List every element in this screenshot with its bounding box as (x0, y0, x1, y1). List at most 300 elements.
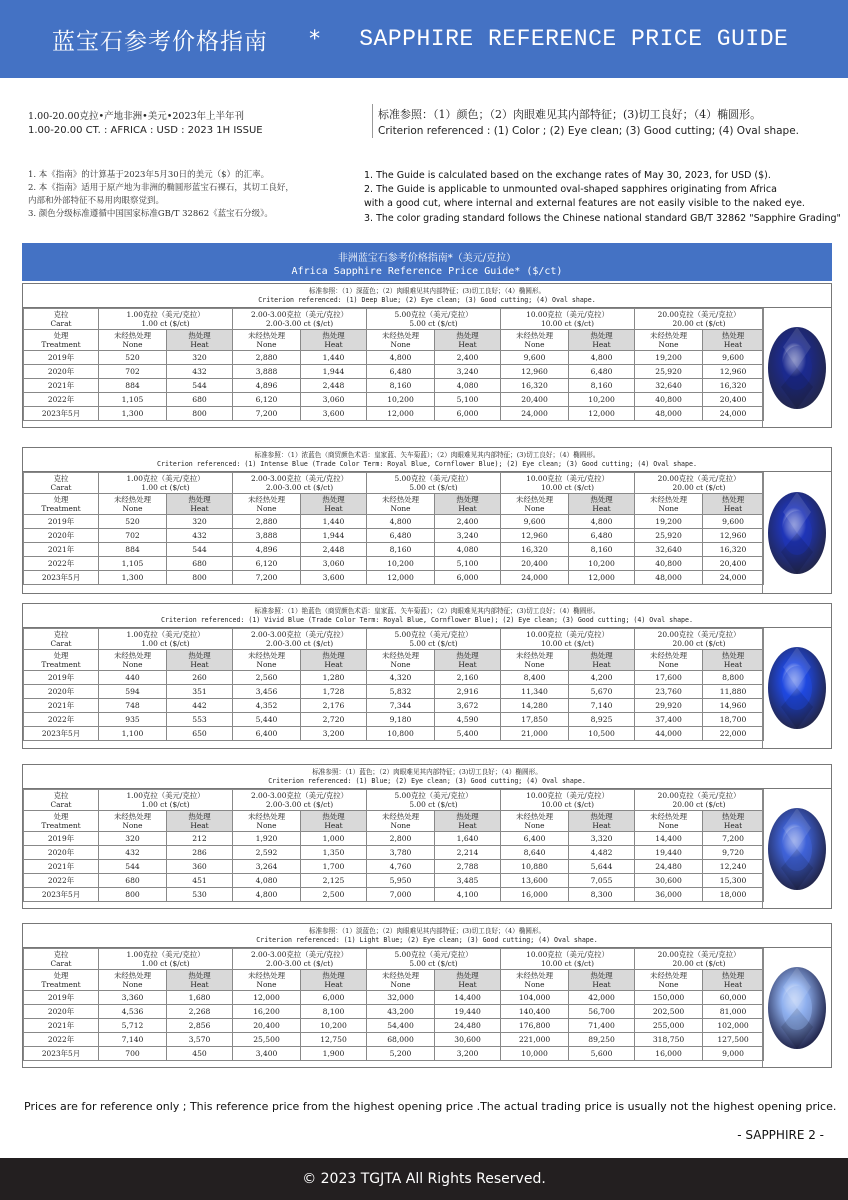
treatment-heat (301, 330, 367, 351)
carat-range (233, 473, 367, 494)
treatment-label-text: 处理 (53, 331, 69, 340)
price-cell: 11,880 (703, 685, 764, 699)
carat-range-text: 10.00克拉（美元/克拉） (526, 474, 609, 483)
table-row (24, 557, 764, 571)
treatment-label-text: 处理 (53, 971, 69, 980)
treatment-label-text: 处理 (53, 812, 69, 821)
price-cell: 5,200 (367, 1047, 435, 1061)
treatment-heat (301, 494, 367, 515)
carat-range-text: 1.00克拉（美元/克拉） (126, 950, 205, 959)
price-cell: 3,888 (233, 529, 301, 543)
price-cell: 8,160 (367, 379, 435, 393)
carat-range-text: 2.00-3.00克拉（美元/克拉） (251, 474, 349, 483)
table-row (24, 1033, 764, 1047)
price-cell: 32,640 (635, 379, 703, 393)
price-cell: 3,600 (301, 571, 367, 585)
treatment-none (367, 650, 435, 671)
treatment-none-text: 未经热处理 (114, 651, 151, 660)
carat-range (501, 949, 635, 970)
price-cell: 4,800 (569, 515, 635, 529)
sapphire-gem-image (762, 472, 831, 593)
price-cell: 24,000 (703, 571, 764, 585)
treatment-label (24, 650, 99, 671)
price-cell: 5,950 (367, 874, 435, 888)
price-cell: 12,000 (569, 407, 635, 421)
block-criteria (23, 765, 831, 789)
treatment-none-text: 未经热处理 (650, 331, 688, 340)
treatment-none-text: 未经热处理 (382, 812, 419, 821)
treatment-none-text: 未经热处理 (516, 651, 554, 660)
price-table (23, 948, 764, 1061)
price-cell: 24,480 (635, 860, 703, 874)
price-cell: 3,240 (435, 365, 501, 379)
year-cell: 2019年 (24, 515, 99, 529)
price-cell: 5,100 (435, 557, 501, 571)
price-cell: 8,100 (301, 1005, 367, 1019)
price-table (23, 628, 764, 741)
treatment-label-text: 处理 (53, 651, 69, 660)
price-cell: 442 (167, 699, 233, 713)
carat-range-text: 10.00 ct ($/ct) (541, 639, 595, 648)
carat-range (501, 629, 635, 650)
treatment-none-text: None (122, 980, 143, 989)
treatment-none (233, 330, 301, 351)
treatment-none-text: None (256, 504, 277, 513)
treatment-none (367, 811, 435, 832)
treatment-none-text: None (390, 980, 411, 989)
treatment-none-text: 未经热处理 (382, 651, 419, 660)
carat-range-text: 5.00 ct ($/ct) (409, 959, 458, 968)
price-cell: 16,320 (501, 543, 569, 557)
price-cell: 54,400 (367, 1019, 435, 1033)
treatment-none-text: 未经热处理 (248, 651, 285, 660)
price-cell: 2,448 (301, 379, 367, 393)
treatment-heat-text: 热处理 (188, 971, 211, 980)
treatment-label (24, 811, 99, 832)
price-cell: 4,320 (367, 671, 435, 685)
price-cell: 530 (167, 888, 233, 902)
price-cell: 1,900 (301, 1047, 367, 1061)
treatment-heat (167, 811, 233, 832)
price-cell: 9,600 (501, 351, 569, 365)
price-cell: 9,180 (367, 713, 435, 727)
year-cell: 2019年 (24, 671, 99, 685)
treatment-label (24, 330, 99, 351)
price-cell: 748 (99, 699, 167, 713)
price-cell: 4,482 (569, 846, 635, 860)
carat-range-text: 10.00克拉（美元/克拉） (526, 630, 609, 639)
carat-range-text: 5.00克拉（美元/克拉） (394, 474, 473, 483)
price-cell: 680 (167, 557, 233, 571)
treatment-none-text: 未经热处理 (248, 331, 285, 340)
page-number: - SAPPHIRE 2 - (737, 1128, 824, 1142)
year-cell: 2021年 (24, 379, 99, 393)
price-cell: 544 (99, 860, 167, 874)
carat-range-text: 1.00克拉（美元/克拉） (126, 791, 205, 800)
price-cell: 2,125 (301, 874, 367, 888)
treatment-heat-text: Heat (190, 660, 209, 669)
treatment-none (233, 970, 301, 991)
price-cell: 544 (167, 379, 233, 393)
treatment-none-text: 未经热处理 (650, 812, 688, 821)
year-cell: 2021年 (24, 1019, 99, 1033)
price-cell: 81,000 (703, 1005, 764, 1019)
price-cell: 36,000 (635, 888, 703, 902)
carat-range-text: 1.00 ct ($/ct) (141, 483, 190, 492)
carat-range-text: 5.00克拉（美元/克拉） (394, 630, 473, 639)
price-cell: 18,700 (703, 713, 764, 727)
carat-range-text: 5.00克拉（美元/克拉） (394, 950, 473, 959)
carat-range-text: 10.00 ct ($/ct) (541, 483, 595, 492)
block-criteria (23, 448, 831, 472)
treatment-none (99, 330, 167, 351)
price-cell: 8,160 (569, 379, 635, 393)
treatment-none-text: None (390, 821, 411, 830)
treatment-heat-text: Heat (723, 660, 743, 669)
price-cell: 286 (167, 846, 233, 860)
year-cell: 2021年 (24, 699, 99, 713)
divider (372, 104, 373, 138)
treatment-none (635, 650, 703, 671)
price-cell: 14,400 (635, 832, 703, 846)
year-cell: 2022年 (24, 1033, 99, 1047)
treatment-none (233, 650, 301, 671)
price-cell: 1,700 (301, 860, 367, 874)
title-separator: * (308, 26, 322, 52)
table-row (24, 991, 764, 1005)
price-cell: 24,000 (703, 407, 764, 421)
treatment-none-text: None (256, 660, 277, 669)
table-row (24, 888, 764, 902)
carat-range (99, 309, 233, 330)
year-cell: 2022年 (24, 713, 99, 727)
price-cell: 7,140 (569, 699, 635, 713)
carat-range (233, 790, 367, 811)
treatment-heat-text: 热处理 (322, 495, 345, 504)
year-cell: 2023年5月 (24, 407, 99, 421)
block-criteria-cn: 标准参照：（1）淡蓝色；（2）肉眼难见其内部特征；(3)切工良好；（4）椭圆形。 (308, 927, 546, 935)
treatment-none-text: None (256, 340, 277, 349)
carat-range (635, 309, 764, 330)
carat-range-text: 10.00 ct ($/ct) (541, 800, 595, 809)
price-cell: 2,268 (167, 1005, 233, 1019)
price-cell: 1,350 (301, 846, 367, 860)
price-cell: 1,944 (301, 529, 367, 543)
table-row (24, 1019, 764, 1033)
price-cell: 20,400 (233, 1019, 301, 1033)
price-cell: 24,000 (501, 407, 569, 421)
treatment-none-text: 未经热处理 (516, 331, 554, 340)
price-cell: 20,400 (703, 557, 764, 571)
price-cell: 432 (99, 846, 167, 860)
price-cell: 4,100 (435, 888, 501, 902)
price-cell: 30,600 (635, 874, 703, 888)
price-cell: 5,600 (569, 1047, 635, 1061)
price-cell: 10,200 (367, 557, 435, 571)
note-cn-3: 内部和外部特征不易用肉眼察觉到。 (28, 196, 165, 206)
treatment-none-text: None (524, 340, 545, 349)
price-cell: 702 (99, 365, 167, 379)
price-cell: 2,720 (301, 713, 367, 727)
price-cell: 3,485 (435, 874, 501, 888)
carat-range (635, 949, 764, 970)
price-cell: 7,200 (233, 407, 301, 421)
treatment-heat (435, 811, 501, 832)
price-guide-header-cn: 非洲蓝宝石参考价格指南*（美元/克拉） (337, 253, 517, 264)
sapphire-gem-image (762, 308, 831, 427)
carat-range-text: 5.00 ct ($/ct) (409, 639, 458, 648)
price-cell: 320 (99, 832, 167, 846)
treatment-none-text: 未经热处理 (650, 495, 688, 504)
price-cell: 16,320 (703, 543, 764, 557)
price-cell: 7,344 (367, 699, 435, 713)
title-en: SAPPHIRE REFERENCE PRICE GUIDE (359, 26, 789, 52)
carat-range-text: 1.00 ct ($/ct) (141, 639, 190, 648)
carat-range-text: 20.00克拉（美元/克拉） (657, 950, 741, 959)
price-cell: 3,600 (301, 407, 367, 421)
carat-range-text: 2.00-3.00 ct ($/ct) (265, 800, 334, 809)
price-cell: 4,080 (435, 379, 501, 393)
treatment-heat-text: Heat (723, 340, 743, 349)
price-cell: 17,850 (501, 713, 569, 727)
treatment-heat-text: Heat (592, 821, 611, 830)
treatment-heat-text: Heat (190, 980, 209, 989)
carat-range-text: 5.00克拉（美元/克拉） (394, 791, 473, 800)
price-cell: 3,060 (301, 557, 367, 571)
treatment-none (501, 811, 569, 832)
table-row (24, 543, 764, 557)
treatment-none (635, 494, 703, 515)
criteria-intro (378, 106, 799, 140)
price-cell: 2,800 (367, 832, 435, 846)
block-criteria-en: Criterion referenced: (1) Light Blue; (2) Eye clean; (3) Good cutting; (4) Oval shape. (256, 936, 598, 944)
note-cn-2: 2. 本《指南》适用于原产地为非洲的椭圆形蓝宝石裸石，其切工良好， (28, 183, 294, 193)
treatment-heat (167, 650, 233, 671)
treatment-none-text: None (658, 340, 679, 349)
sapphire-gem-image (762, 948, 831, 1067)
treatment-heat-text: 热处理 (188, 331, 211, 340)
table-row (24, 1047, 764, 1061)
sapphire-gem-image (762, 789, 831, 908)
treatment-heat-text: Heat (324, 504, 343, 513)
block-criteria-cn: 标准参照：（1）深蓝色；（2）肉眼难见其内部特征；(3)切工良好；（4）椭圆形。 (308, 287, 546, 295)
carat-label-text: Carat (50, 483, 72, 492)
treatment-label-text: Treatment (41, 821, 81, 830)
table-row (24, 365, 764, 379)
year-cell: 2022年 (24, 874, 99, 888)
carat-range (367, 309, 501, 330)
treatment-heat-text: 热处理 (590, 812, 613, 821)
carat-range (367, 790, 501, 811)
treatment-heat (569, 970, 635, 991)
price-cell: 5,832 (367, 685, 435, 699)
carat-range-text: 1.00 ct ($/ct) (141, 319, 190, 328)
treatment-heat-text: Heat (592, 340, 611, 349)
gem-icon (767, 806, 827, 892)
price-cell: 2,500 (301, 888, 367, 902)
carat-range (635, 790, 764, 811)
price-cell: 6,000 (435, 407, 501, 421)
treatment-none (367, 330, 435, 351)
price-cell: 42,000 (569, 991, 635, 1005)
price-cell: 6,120 (233, 557, 301, 571)
carat-range-text: 5.00 ct ($/ct) (409, 319, 458, 328)
year-cell: 2023年5月 (24, 888, 99, 902)
price-cell: 12,000 (367, 571, 435, 585)
price-cell: 450 (167, 1047, 233, 1061)
price-cell: 520 (99, 515, 167, 529)
price-cell: 48,000 (635, 407, 703, 421)
treatment-none-text: None (390, 504, 411, 513)
block-criteria-en: Criterion referenced: (1) Deep Blue; (2) Eye clean; (3) Good cutting; (4) Oval shape. (258, 296, 596, 304)
carat-label-text: 克拉 (53, 474, 69, 483)
treatment-none-text: 未经热处理 (650, 971, 688, 980)
year-cell: 2022年 (24, 557, 99, 571)
treatment-heat-text: Heat (324, 980, 343, 989)
treatment-heat-text: Heat (324, 821, 343, 830)
treatment-heat-text: Heat (723, 821, 743, 830)
price-cell: 1,440 (301, 515, 367, 529)
price-cell: 3,240 (435, 529, 501, 543)
treatment-heat-text: 热处理 (590, 495, 613, 504)
price-guide-header-en: Africa Sapphire Reference Price Guide* ($/ct) (291, 266, 563, 277)
price-cell: 4,352 (233, 699, 301, 713)
carat-range (99, 473, 233, 494)
carat-label-text: Carat (50, 959, 72, 968)
note-cn-1: 1. 本《指南》的计算基于2023年5月30日的美元（$）的汇率。 (28, 170, 270, 180)
price-cell: 1,000 (301, 832, 367, 846)
price-cell: 320 (167, 515, 233, 529)
price-cell: 15,300 (703, 874, 764, 888)
treatment-heat-text: Heat (190, 504, 209, 513)
price-cell: 24,000 (501, 571, 569, 585)
carat-label (24, 309, 99, 330)
price-cell: 520 (99, 351, 167, 365)
treatment-none (233, 494, 301, 515)
treatment-heat-text: 热处理 (721, 331, 745, 340)
treatment-heat (569, 650, 635, 671)
year-cell: 2019年 (24, 991, 99, 1005)
treatment-heat (435, 330, 501, 351)
price-cell: 20,400 (501, 393, 569, 407)
treatment-none (99, 811, 167, 832)
treatment-none (367, 970, 435, 991)
carat-range (99, 790, 233, 811)
treatment-heat (167, 970, 233, 991)
treatment-none-text: 未经热处理 (248, 971, 285, 980)
treatment-heat-text: 热处理 (590, 971, 613, 980)
treatment-heat-text: 热处理 (188, 495, 211, 504)
price-cell: 9,000 (703, 1047, 764, 1061)
price-cell: 1,280 (301, 671, 367, 685)
price-cell: 12,240 (703, 860, 764, 874)
treatment-none-text: None (658, 821, 679, 830)
treatment-heat-text: 热处理 (456, 971, 479, 980)
price-cell: 23,760 (635, 685, 703, 699)
price-cell: 6,400 (501, 832, 569, 846)
price-table (23, 472, 764, 585)
price-cell: 3,672 (435, 699, 501, 713)
block-criteria (23, 284, 831, 308)
price-cell: 16,000 (501, 888, 569, 902)
treatment-heat-text: Heat (458, 660, 477, 669)
treatment-none (635, 970, 703, 991)
price-cell: 2,160 (435, 671, 501, 685)
price-cell: 19,440 (435, 1005, 501, 1019)
price-cell: 884 (99, 543, 167, 557)
price-cell: 3,360 (99, 991, 167, 1005)
treatment-none-text: 未经热处理 (114, 971, 151, 980)
table-row (24, 832, 764, 846)
price-cell: 4,590 (435, 713, 501, 727)
treatment-none (501, 970, 569, 991)
carat-range (233, 309, 367, 330)
price-cell: 43,200 (367, 1005, 435, 1019)
price-block-2 (22, 447, 832, 594)
year-cell: 2020年 (24, 846, 99, 860)
price-cell: 3,320 (569, 832, 635, 846)
price-cell: 44,000 (635, 727, 703, 741)
price-cell: 9,600 (501, 515, 569, 529)
price-cell: 3,264 (233, 860, 301, 874)
table-row (24, 727, 764, 741)
year-cell: 2023年5月 (24, 571, 99, 585)
treatment-none-text: None (658, 504, 679, 513)
price-cell: 10,200 (569, 557, 635, 571)
price-cell: 6,120 (233, 393, 301, 407)
note-cn-4: 3. 颜色分级标准遵循中国国家标准GB/T 32862《蓝宝石分级》。 (28, 209, 273, 219)
price-cell: 1,105 (99, 393, 167, 407)
year-cell: 2021年 (24, 860, 99, 874)
carat-label-text: Carat (50, 800, 72, 809)
carat-range (233, 629, 367, 650)
treatment-heat (703, 970, 764, 991)
price-cell: 68,000 (367, 1033, 435, 1047)
block-criteria-en: Criterion referenced: (1) Vivid Blue (Trade Color Term: Royal Blue, Cornflower Blue); (2) Eye clean; (3) Good cutting; (4) Oval shape. (161, 616, 693, 624)
price-cell: 60,000 (703, 991, 764, 1005)
price-cell: 202,500 (635, 1005, 703, 1019)
notes-cn (28, 169, 294, 221)
price-cell: 19,440 (635, 846, 703, 860)
carat-range (99, 949, 233, 970)
year-cell: 2019年 (24, 832, 99, 846)
carat-range-text: 2.00-3.00 ct ($/ct) (265, 639, 334, 648)
carat-range-text: 20.00克拉（美元/克拉） (657, 630, 741, 639)
treatment-none-text: None (256, 821, 277, 830)
treatment-none-text: None (122, 504, 143, 513)
gem-icon (767, 490, 827, 576)
price-cell: 13,600 (501, 874, 569, 888)
carat-range-text: 1.00 ct ($/ct) (141, 800, 190, 809)
treatment-heat-text: Heat (458, 980, 477, 989)
treatment-label (24, 494, 99, 515)
treatment-none (99, 970, 167, 991)
issue-en: 1.00-20.00 CT. : AFRICA : USD : 2023 1H ISSUE (28, 125, 263, 136)
price-cell: 12,000 (367, 407, 435, 421)
treatment-none (501, 330, 569, 351)
treatment-label-text: Treatment (41, 504, 81, 513)
treatment-heat (301, 970, 367, 991)
price-cell: 18,000 (703, 888, 764, 902)
treatment-heat (703, 811, 764, 832)
treatment-heat-text: 热处理 (456, 651, 479, 660)
price-cell: 19,200 (635, 515, 703, 529)
table-row (24, 515, 764, 529)
price-cell: 6,480 (367, 529, 435, 543)
table-row (24, 846, 764, 860)
treatment-none-text: 未经热处理 (248, 812, 285, 821)
treatment-heat (435, 650, 501, 671)
